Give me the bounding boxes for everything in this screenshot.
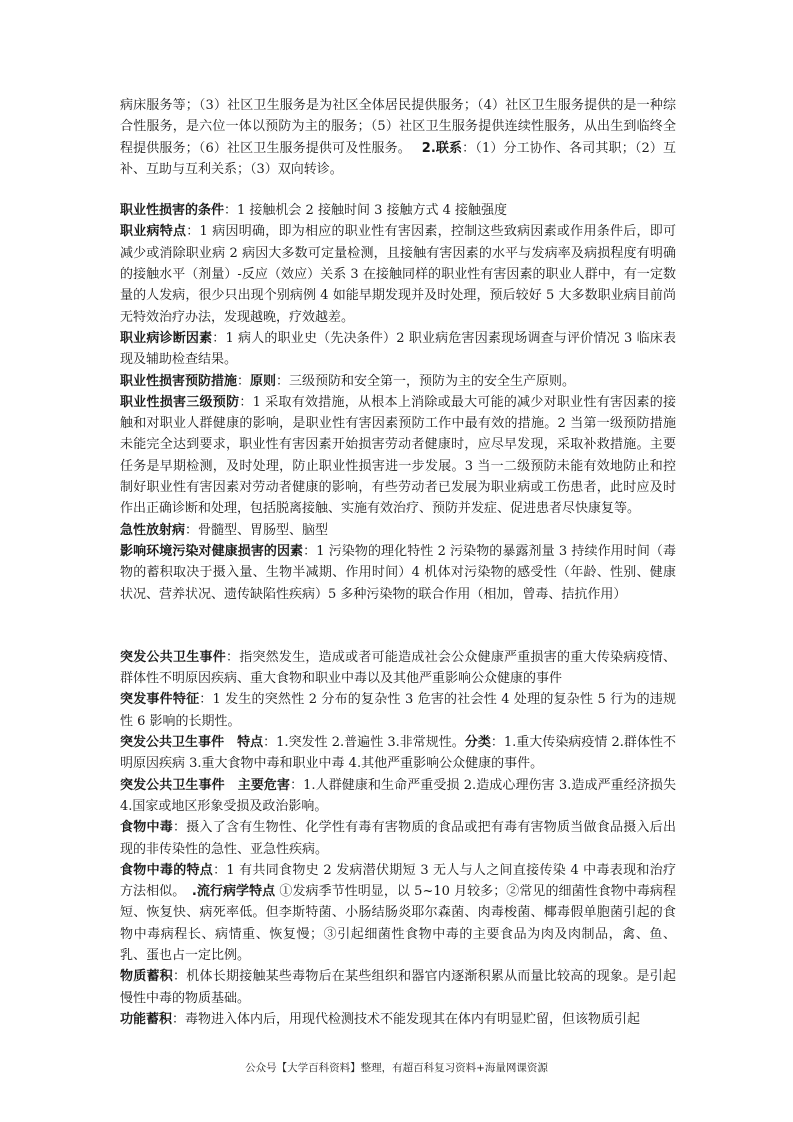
term-heading: 突发公共卫生事件 主要危害	[120, 777, 291, 793]
document-body	[120, 95, 676, 1030]
term-heading: 食物中毒的特点	[120, 862, 214, 878]
paragraph-three-level-prevention: 职业性损害三级预防：1 采取有效措施，从根本上消除或最大可能的减少对职业性有害因素的接触和对职业人群健康的影响，是职业性有害因素预防工作中最有效的措施。2 当第一级预防措施未能完全达到要求，职业性有害因素开始损害劳动者健康时，应尽早发现，采取补救措施。主要任务是早期检测，及时处理，防止职业性损害进一步发展。3 当一二级预防未能有效地防止和控制好职业性有害因素对劳动者健康的影响，有些劳动者已发展为职业病或工伤患者，此时应及时作出正确诊断和处理，包括脱离接触、实施有效治疗、预防并发症、促进患者尽快康复等。	[120, 394, 676, 517]
paragraph-food-poisoning-features: 食物中毒的特点：1 有共同食物史 2 发病潜伏期短 3 无人与人之间直接传染 4 中毒表现和治疗方法相似。 .流行病学特点 ①发病季节性明显，以 5~10 月较多；②常见的细菌性食物中毒病程短、恢复快、病死率低。但李斯特菌、小肠结肠炎耶尔森菌、肉毒梭菌、椰毒假单胞菌引起的食物中毒病程长、病情重、恢复慢；③引起细菌性食物中毒的主要食品为肉及肉制品，禽、鱼、乳、蛋也占一定比例。	[120, 862, 676, 963]
term-heading: 影响环境污染对健康损害的因素	[120, 543, 304, 559]
paragraph-functional-accumulation: 功能蓄积：毒物进入体内后，用现代检测技术不能发现其在体内有明显贮留，但该物质引起	[120, 1011, 641, 1027]
term-subheading: 分类	[464, 735, 491, 751]
term-heading: 职业病特点	[120, 224, 187, 240]
term-heading: 职业性损害三级预防	[120, 394, 240, 410]
term-heading: 职业性损害预防措施	[120, 373, 238, 389]
term-heading: 职业病诊断因素	[120, 330, 213, 346]
term-heading: 职业性损害的条件	[120, 203, 225, 219]
paragraph-occupational-damage-conditions: 职业性损害的条件：1 接触机会 2 接触时间 3 接触方式 4 接触强度	[120, 203, 508, 219]
paragraph-occupational-disease-features: 职业病特点：1 病因明确，即为相应的职业性有害因素，控制这些致病因素或作用条件后，即可减少或消除职业病 2 病因大多数可定量检测，且接触有害因素的水平与发病率及病损程度有明确的接触水平（剂量）-反应（效应）关系 3 在接触同样的职业性有害因素的职业人群中，有一定数量的人发病，很少只出现个别病例 4 如能早期发现并及时处理，预后较好 5 大多数职业病目前尚无特效治疗办法，发现越晚，疗效越差。	[120, 224, 676, 325]
paragraph-event-characteristics: 突发公共卫生事件 特点：1.突发性 2.普遍性 3.非常规性。分类：1.重大传染病疫情 2.群体性不明原因疾病 3.重大食物中毒和职业中毒 4.其他严重影响公众健康的事件。	[120, 735, 676, 772]
paragraph-material-accumulation: 物质蓄积：机体长期接触某些毒物后在某些组织和器官内逐渐积累从而量比较高的现象。是引起慢性中毒的物质基础。	[120, 969, 676, 1006]
term-relation: 2.联系	[421, 140, 463, 156]
paragraph-event-features: 突发事件特征：1 发生的突然性 2 分布的复杂性 3 危害的社会性 4 处理的复杂性 5 行为的违规性 6 影响的长期性。	[120, 692, 676, 729]
paragraph-event-harms: 突发公共卫生事件 主要危害：1.人群健康和生命严重受损 2.造成心理伤害 3.造成严重经济损失 4.国家或地区形象受损及政治影响。	[120, 777, 676, 814]
paragraph-acute-radiation: 急性放射病：骨髓型、胃肠型、脑型	[120, 522, 329, 538]
term-heading: 功能蓄积	[120, 1011, 173, 1027]
page-footer: 公众号【大学百科资料】整理，有超百科复习资料+海量网课资源	[245, 1062, 548, 1074]
term-subheading: .流行病学特点	[191, 884, 276, 900]
paragraph-community-service: 病床服务等；（3）社区卫生服务是为社区全体居民提供服务；（4）社区卫生服务提供的是一种综合性服务，是六位一体以预防为主的服务；（5）社区卫生服务提供连续性服务，从出生到临终全程提供服务；（6）社区卫生服务提供可及性服务。 2.联系：（1）分工协作、各司其职；（2）互补、互助与互利关系；（3）双向转诊。	[120, 98, 676, 177]
paragraph-pollution-factors: 影响环境污染对健康损害的因素：1 污染物的理化特性 2 污染物的暴露剂量 3 持续作用时间（毒物的蓄积取决于摄入量、生物半减期、作用时间）4 机体对污染物的感受性（年龄、性别、健康状况、营养状况、遗传缺陷性疾病）5 多种污染物的联合作用（相加，曾毒、拮抗作用）	[120, 543, 676, 602]
term-heading: 突发公共卫生事件 特点	[120, 735, 264, 751]
term-heading: 物质蓄积	[120, 969, 173, 985]
paragraph-diagnosis-factors: 职业病诊断因素：1 病人的职业史（先决条件）2 职业病危害因素现场调查与评价情况 3 临床表现及辅助检查结果。	[120, 330, 676, 368]
paragraph-public-health-event: 突发公共卫生事件：指突然发生，造成或者可能造成社会公众健康严重损害的重大传染病疫情、群体性不明原因疾病、重大食物和职业中毒以及其他严重影响公众健康的事件	[120, 649, 676, 687]
term-heading: 突发公共卫生事件	[120, 649, 226, 665]
paragraph-food-poisoning: 食物中毒：摄入了含有生物性、化学性有毒有害物质的食品或把有毒有害物质当做食品摄入后出现的非传染性的急性、亚急性疾病。	[120, 820, 676, 857]
term-heading: 突发事件特征	[120, 692, 200, 708]
term-heading: 急性放射病	[120, 522, 186, 538]
term-heading: 食物中毒	[120, 820, 173, 836]
paragraph-prevention-measures: 职业性损害预防措施：原则：三级预防和安全第一，预防为主的安全生产原则。	[120, 373, 576, 389]
term-subheading: 原则	[250, 373, 277, 389]
